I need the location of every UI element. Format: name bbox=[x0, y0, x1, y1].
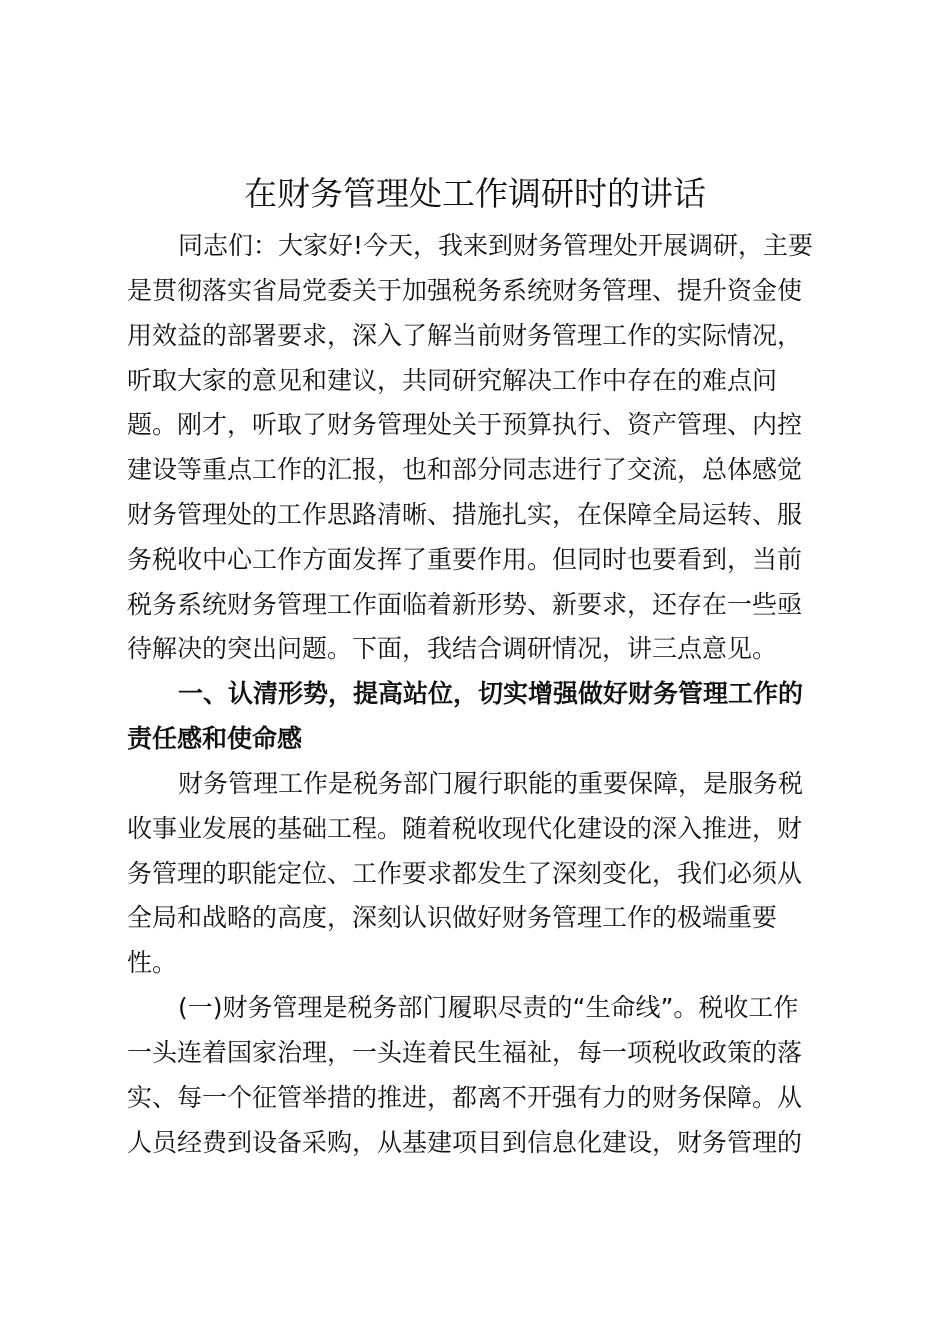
section-heading-line: 一、认清形势，提高站位，切实增强做好财务管理工作的 bbox=[178, 679, 804, 708]
paragraph-line: 听取大家的意见和建议，共同研究解决工作中存在的难点问 bbox=[127, 366, 778, 395]
paragraph-line: 建设等重点工作的汇报，也和部分同志进行了交流，总体感觉 bbox=[127, 455, 803, 484]
paragraph-line: 财务管理处的工作思路清晰、措施扎实，在保障全局运转、服 bbox=[127, 500, 803, 529]
paragraph-line: 财务管理工作是税务部门履行职能的重要保障，是服务税 bbox=[178, 769, 804, 798]
paragraph-line: 实、每一个征管举措的推进，都离不开强有力的财务保障。从 bbox=[127, 1083, 803, 1112]
paragraph-line: 务税收中心工作方面发挥了重要作用。但同时也要看到，当前 bbox=[127, 545, 803, 574]
paragraph-line: 人员经费到设备采购，从基建项目到信息化建设，财务管理的 bbox=[127, 1128, 803, 1157]
section-heading-line: 责任感和使命感 bbox=[127, 724, 303, 753]
paragraph-line: 待解决的突出问题。下面，我结合调研情况，讲三点意见。 bbox=[127, 634, 778, 663]
paragraph-line: (一)财务管理是税务部门履职尽责的“生命线”。税收工作 bbox=[178, 993, 799, 1022]
paragraph-line: 是贯彻落实省局党委关于加强税务系统财务管理、提升资金使 bbox=[127, 276, 803, 305]
document-title: 在财务管理处工作调研时的讲话 bbox=[244, 174, 706, 213]
paragraph-line: 税务系统财务管理工作面临着新形势、新要求，还存在一些亟 bbox=[127, 590, 803, 619]
paragraph-line: 全局和战略的高度，深刻认识做好财务管理工作的极端重要 bbox=[127, 903, 778, 932]
paragraph-line: 用效益的部署要求，深入了解当前财务管理工作的实际情况， bbox=[127, 321, 803, 350]
paragraph-line: 性。 bbox=[127, 948, 178, 977]
paragraph-line: 收事业发展的基础工程。随着税收现代化建设的深入推进，财 bbox=[127, 814, 803, 843]
paragraph-line: 题。刚才，听取了财务管理处关于预算执行、资产管理、内控 bbox=[127, 410, 803, 439]
paragraph-line: 同志们：大家好!今天，我来到财务管理处开展调研，主要 bbox=[178, 231, 814, 260]
paragraph-line: 一头连着国家治理，一头连着民生福祉，每一项税收政策的落 bbox=[127, 1038, 803, 1067]
paragraph-line: 务管理的职能定位、工作要求都发生了深刻变化，我们必须从 bbox=[127, 859, 803, 888]
